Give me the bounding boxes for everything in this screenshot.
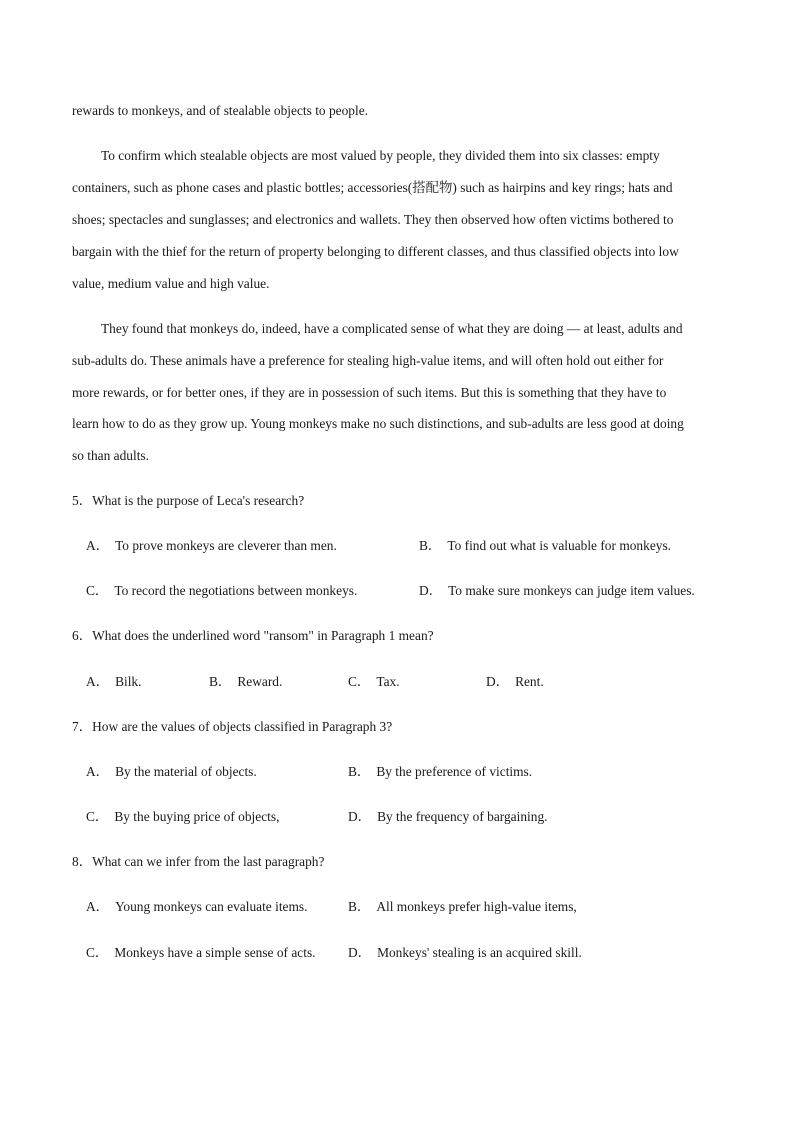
option-label: D．: [486, 674, 510, 689]
option-label: C．: [86, 945, 109, 960]
paragraph-line: bargain with the thief for the return of property belonging to different classes, and thus classified objects into low: [72, 244, 679, 259]
question-stem: 7．How are the values of objects classified in Paragraph 3?: [72, 719, 393, 734]
option-d: [486, 673, 544, 691]
option-label: B．: [419, 538, 442, 553]
option-text: To find out what is valuable for monkeys.: [447, 538, 672, 553]
paragraph-line: containers, such as phone cases and plastic bottles; accessories(搭配物) such as hairpins and key rings; hats and: [72, 180, 673, 195]
paragraph-line: shoes; spectacles and sunglasses; and electronics and wallets. They then observed how often victims bothered to: [72, 212, 674, 227]
option-label: A．: [86, 538, 110, 553]
option-label: A．: [86, 674, 110, 689]
paragraph-line: value, medium value and high value.: [72, 276, 270, 291]
option-a: [86, 898, 307, 916]
question-stem: 6．What does the underlined word "ransom" in Paragraph 1 mean?: [72, 628, 434, 643]
option-label: C．: [86, 809, 109, 824]
option-b: [209, 673, 282, 691]
option-a: [86, 673, 141, 691]
option-text: To make sure monkeys can judge item values.: [448, 583, 695, 598]
option-text: Rent.: [515, 674, 544, 689]
option-b: [348, 898, 577, 916]
option-label: D．: [348, 809, 372, 824]
paragraph-line: more rewards, or for better ones, if they are in possession of such items. But this is something that they have to: [72, 385, 667, 400]
option-text: Bilk.: [115, 674, 142, 689]
option-text: Reward.: [237, 674, 283, 689]
option-d: [348, 944, 582, 962]
question-stem: 5．What is the purpose of Leca's research?: [72, 493, 305, 508]
option-text: Monkeys' stealing is an acquired skill.: [377, 945, 582, 960]
option-text: To prove monkeys are cleverer than men.: [115, 538, 337, 553]
paragraph-continuation: rewards to monkeys, and of stealable objects to people.: [72, 103, 368, 118]
question-stem: 8．What can we infer from the last paragraph?: [72, 854, 325, 869]
paragraph-line: To confirm which stealable objects are most valued by people, they divided them into six classes: empty: [101, 148, 660, 163]
option-text: Monkeys have a simple sense of acts.: [114, 945, 316, 960]
option-label: D．: [348, 945, 372, 960]
option-d: [348, 808, 548, 826]
option-c: [86, 944, 316, 962]
option-c: [348, 673, 400, 691]
option-text: By the buying price of objects,: [114, 809, 280, 824]
option-label: C．: [86, 583, 109, 598]
option-c: [86, 808, 279, 826]
option-label: B．: [348, 764, 371, 779]
option-c: [86, 582, 357, 600]
option-b: [348, 763, 532, 781]
option-text: To record the negotiations between monkeys.: [114, 583, 358, 598]
option-label: A．: [86, 899, 110, 914]
option-a: [86, 537, 337, 555]
option-label: B．: [348, 899, 371, 914]
paragraph-line: learn how to do as they grow up. Young monkeys make no such distinctions, and sub-adults are less good at doing: [72, 416, 684, 431]
option-label: A．: [86, 764, 110, 779]
option-text: Tax.: [376, 674, 400, 689]
option-label: B．: [209, 674, 232, 689]
option-text: By the preference of victims.: [376, 764, 533, 779]
option-a: [86, 763, 257, 781]
option-text: All monkeys prefer high-value items,: [376, 899, 577, 914]
paragraph-line: so than adults.: [72, 448, 149, 463]
option-label: C．: [348, 674, 371, 689]
paragraph-line: sub-adults do. These animals have a preference for stealing high-value items, and will often hold out either for: [72, 353, 664, 368]
paragraph-line: They found that monkeys do, indeed, have a complicated sense of what they are doing — at least, adults and: [101, 321, 683, 336]
option-text: Young monkeys can evaluate items.: [115, 899, 308, 914]
option-b: [419, 537, 671, 555]
option-text: By the material of objects.: [115, 764, 257, 779]
option-d: [419, 582, 695, 600]
option-label: D．: [419, 583, 443, 598]
option-text: By the frequency of bargaining.: [377, 809, 548, 824]
